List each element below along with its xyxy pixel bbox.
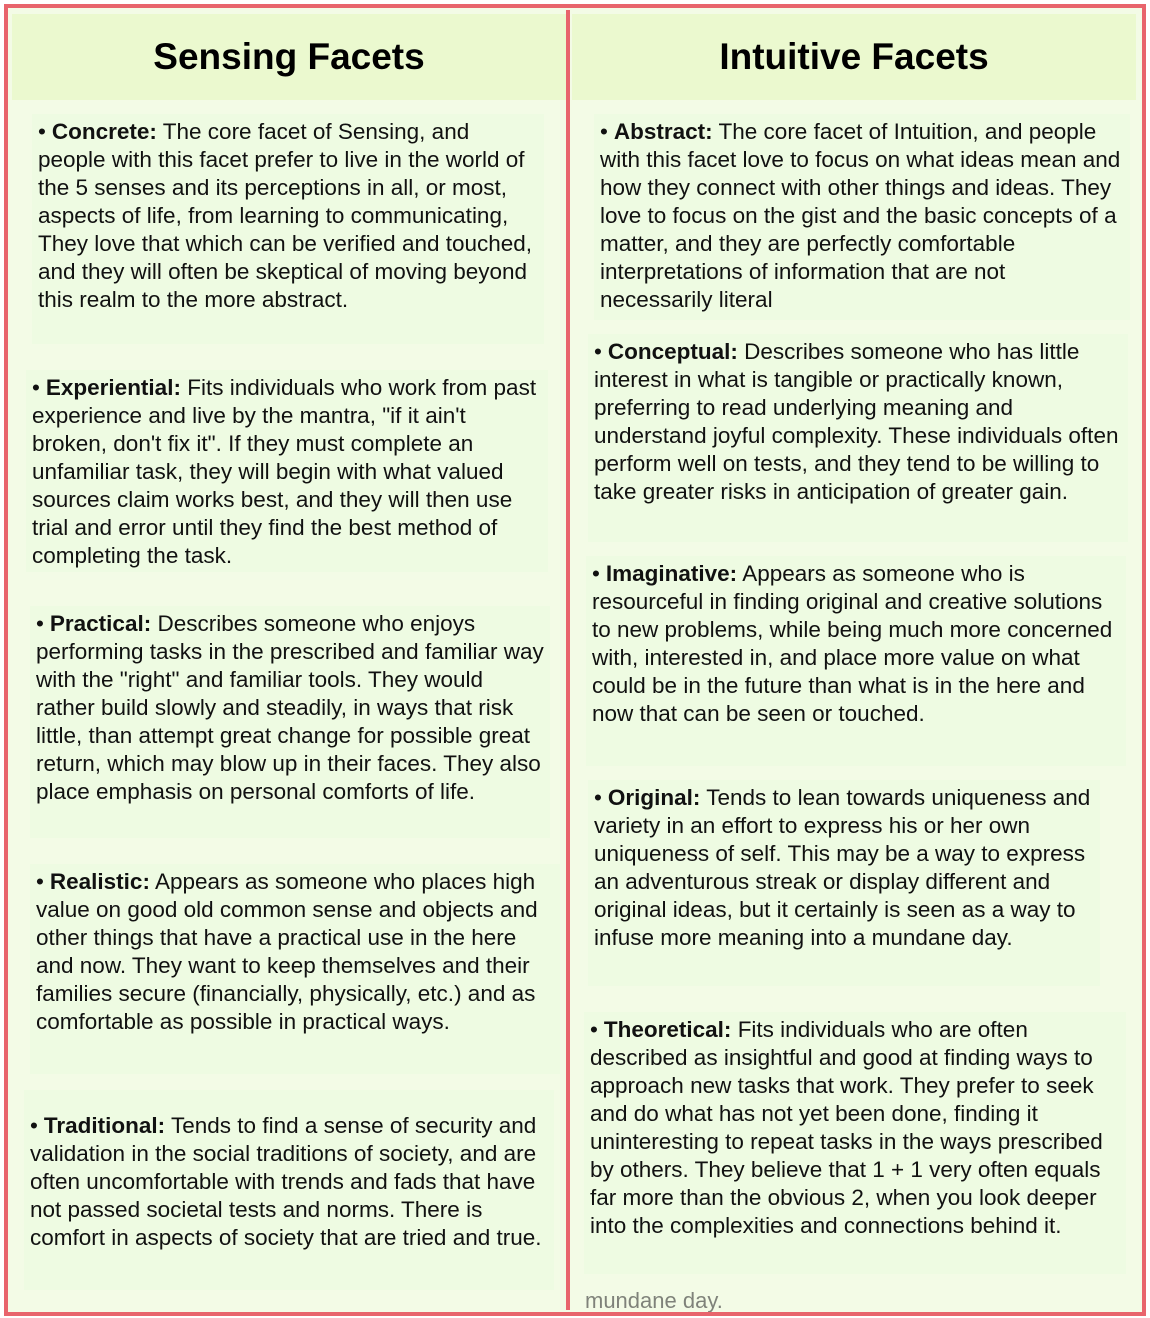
facet-description: Fits individuals who are often described as insightful and good at finding ways to approach new tasks that work. They prefer to seek and do what has not yet been done, finding it uninteresting to repeat tasks in the ways prescribed by others. They believe that 1 + 1 very often equals far more than the obvious 2, when you look deeper into the complexities and connections behind it. xyxy=(590,1017,1103,1238)
bullet: • xyxy=(594,339,602,364)
facet-card-original xyxy=(588,780,1100,986)
facet-description: Fits individuals who work from past experience and live by the mantra, "if it ain't broken, don't fix it". If they must complete an unfamiliar task, they will begin with what valued sources claim works best, and they will then use trial and error until they find the best method of completing the task. xyxy=(32,375,537,568)
facet-term: Traditional: xyxy=(43,1113,166,1138)
facet-description: Tends to find a sense of security and validation in the social traditions of society, and are often uncomfortable with trends and fads that have not passed societal tests and norms. There is comfort in aspects of society that are tried and true. xyxy=(30,1113,542,1250)
bullet: • xyxy=(600,119,608,144)
facet-card-concrete xyxy=(32,114,544,344)
facet-term: Original: xyxy=(607,785,701,810)
bullet: • xyxy=(30,1113,38,1138)
overflow-text-fragment: mundane day. xyxy=(585,1288,723,1312)
facet-term: Abstract: xyxy=(613,119,713,144)
bullet: • xyxy=(592,561,600,586)
facet-card-realistic xyxy=(30,864,560,1074)
bullet: • xyxy=(36,869,44,894)
facet-description: Appears as someone who places high value on good old common sense and objects and other things that have a practical use in the here and now. They want to keep themselves and their families secure (financially, physically, etc.) and as comfortable as possible in practical ways. xyxy=(36,869,538,1034)
facet-term: Conceptual: xyxy=(607,339,738,364)
bullet: • xyxy=(38,119,46,144)
facet-term: Experiential: xyxy=(45,375,181,400)
facet-card-practical xyxy=(30,606,550,838)
bullet: • xyxy=(32,375,40,400)
facet-term: Realistic: xyxy=(49,869,150,894)
bullet: • xyxy=(594,785,602,810)
facet-description: Tends to lean towards uniqueness and variety in an effort to express his or her own uniqueness of self. This may be a way to express an adventurous streak or display different and original ideas, but it certainly is seen as a way to infuse more meaning into a mundane day. xyxy=(594,785,1091,950)
bullet: • xyxy=(590,1017,598,1042)
facet-term: Imaginative: xyxy=(605,561,738,586)
facet-card-experiential xyxy=(26,370,548,572)
sensing-facets-title: Sensing Facets xyxy=(12,14,566,100)
facet-card-conceptual xyxy=(588,334,1128,542)
facet-description: Describes someone who has little interest in what is tangible or practically known, preferring to read underlying meaning and understand joyful complexity. These individuals often perform well on tests, and they tend to be willing to take greater risks in anticipation of greater gain. xyxy=(594,339,1119,504)
column-divider xyxy=(566,10,570,1310)
facet-term: Theoretical: xyxy=(603,1017,732,1042)
intuitive-facets-title: Intuitive Facets xyxy=(572,14,1136,100)
facet-card-imaginative xyxy=(586,556,1126,766)
facet-card-traditional xyxy=(24,1090,554,1290)
facet-description: The core facet of Intuition, and people with this facet love to focus on what ideas mean and how they connect with other things and ideas. They love to focus on the gist and the basic concepts of a matter, and they are perfectly comfortable interpretations of information that are not necessarily literal xyxy=(600,119,1121,312)
facet-card-theoretical xyxy=(584,1012,1126,1274)
facet-description: Describes someone who enjoys performing tasks in the prescribed and familiar way with the "right" and familiar tools. They would rather build slowly and steadily, in ways that risk little, than attempt great change for possible great return, which may blow up in their faces. They also place emphasis on personal comforts of life. xyxy=(36,611,544,804)
facet-term: Practical: xyxy=(49,611,152,636)
facet-description: The core facet of Sensing, and people with this facet prefer to live in the world of the 5 senses and its perceptions in all, or most, aspects of life, from learning to communicating, They love that which can be verified and touched, and they will often be skeptical of moving beyond this realm to the more abstract. xyxy=(38,119,533,312)
bullet: • xyxy=(36,611,44,636)
facet-card-abstract xyxy=(594,114,1130,320)
facet-description: Appears as someone who is resourceful in finding original and creative solutions to new problems, while being much more concerned with, interested in, and place more value on what could be in the future than what is in the here and now that can be seen or touched. xyxy=(592,561,1113,726)
facet-term: Concrete: xyxy=(51,119,157,144)
